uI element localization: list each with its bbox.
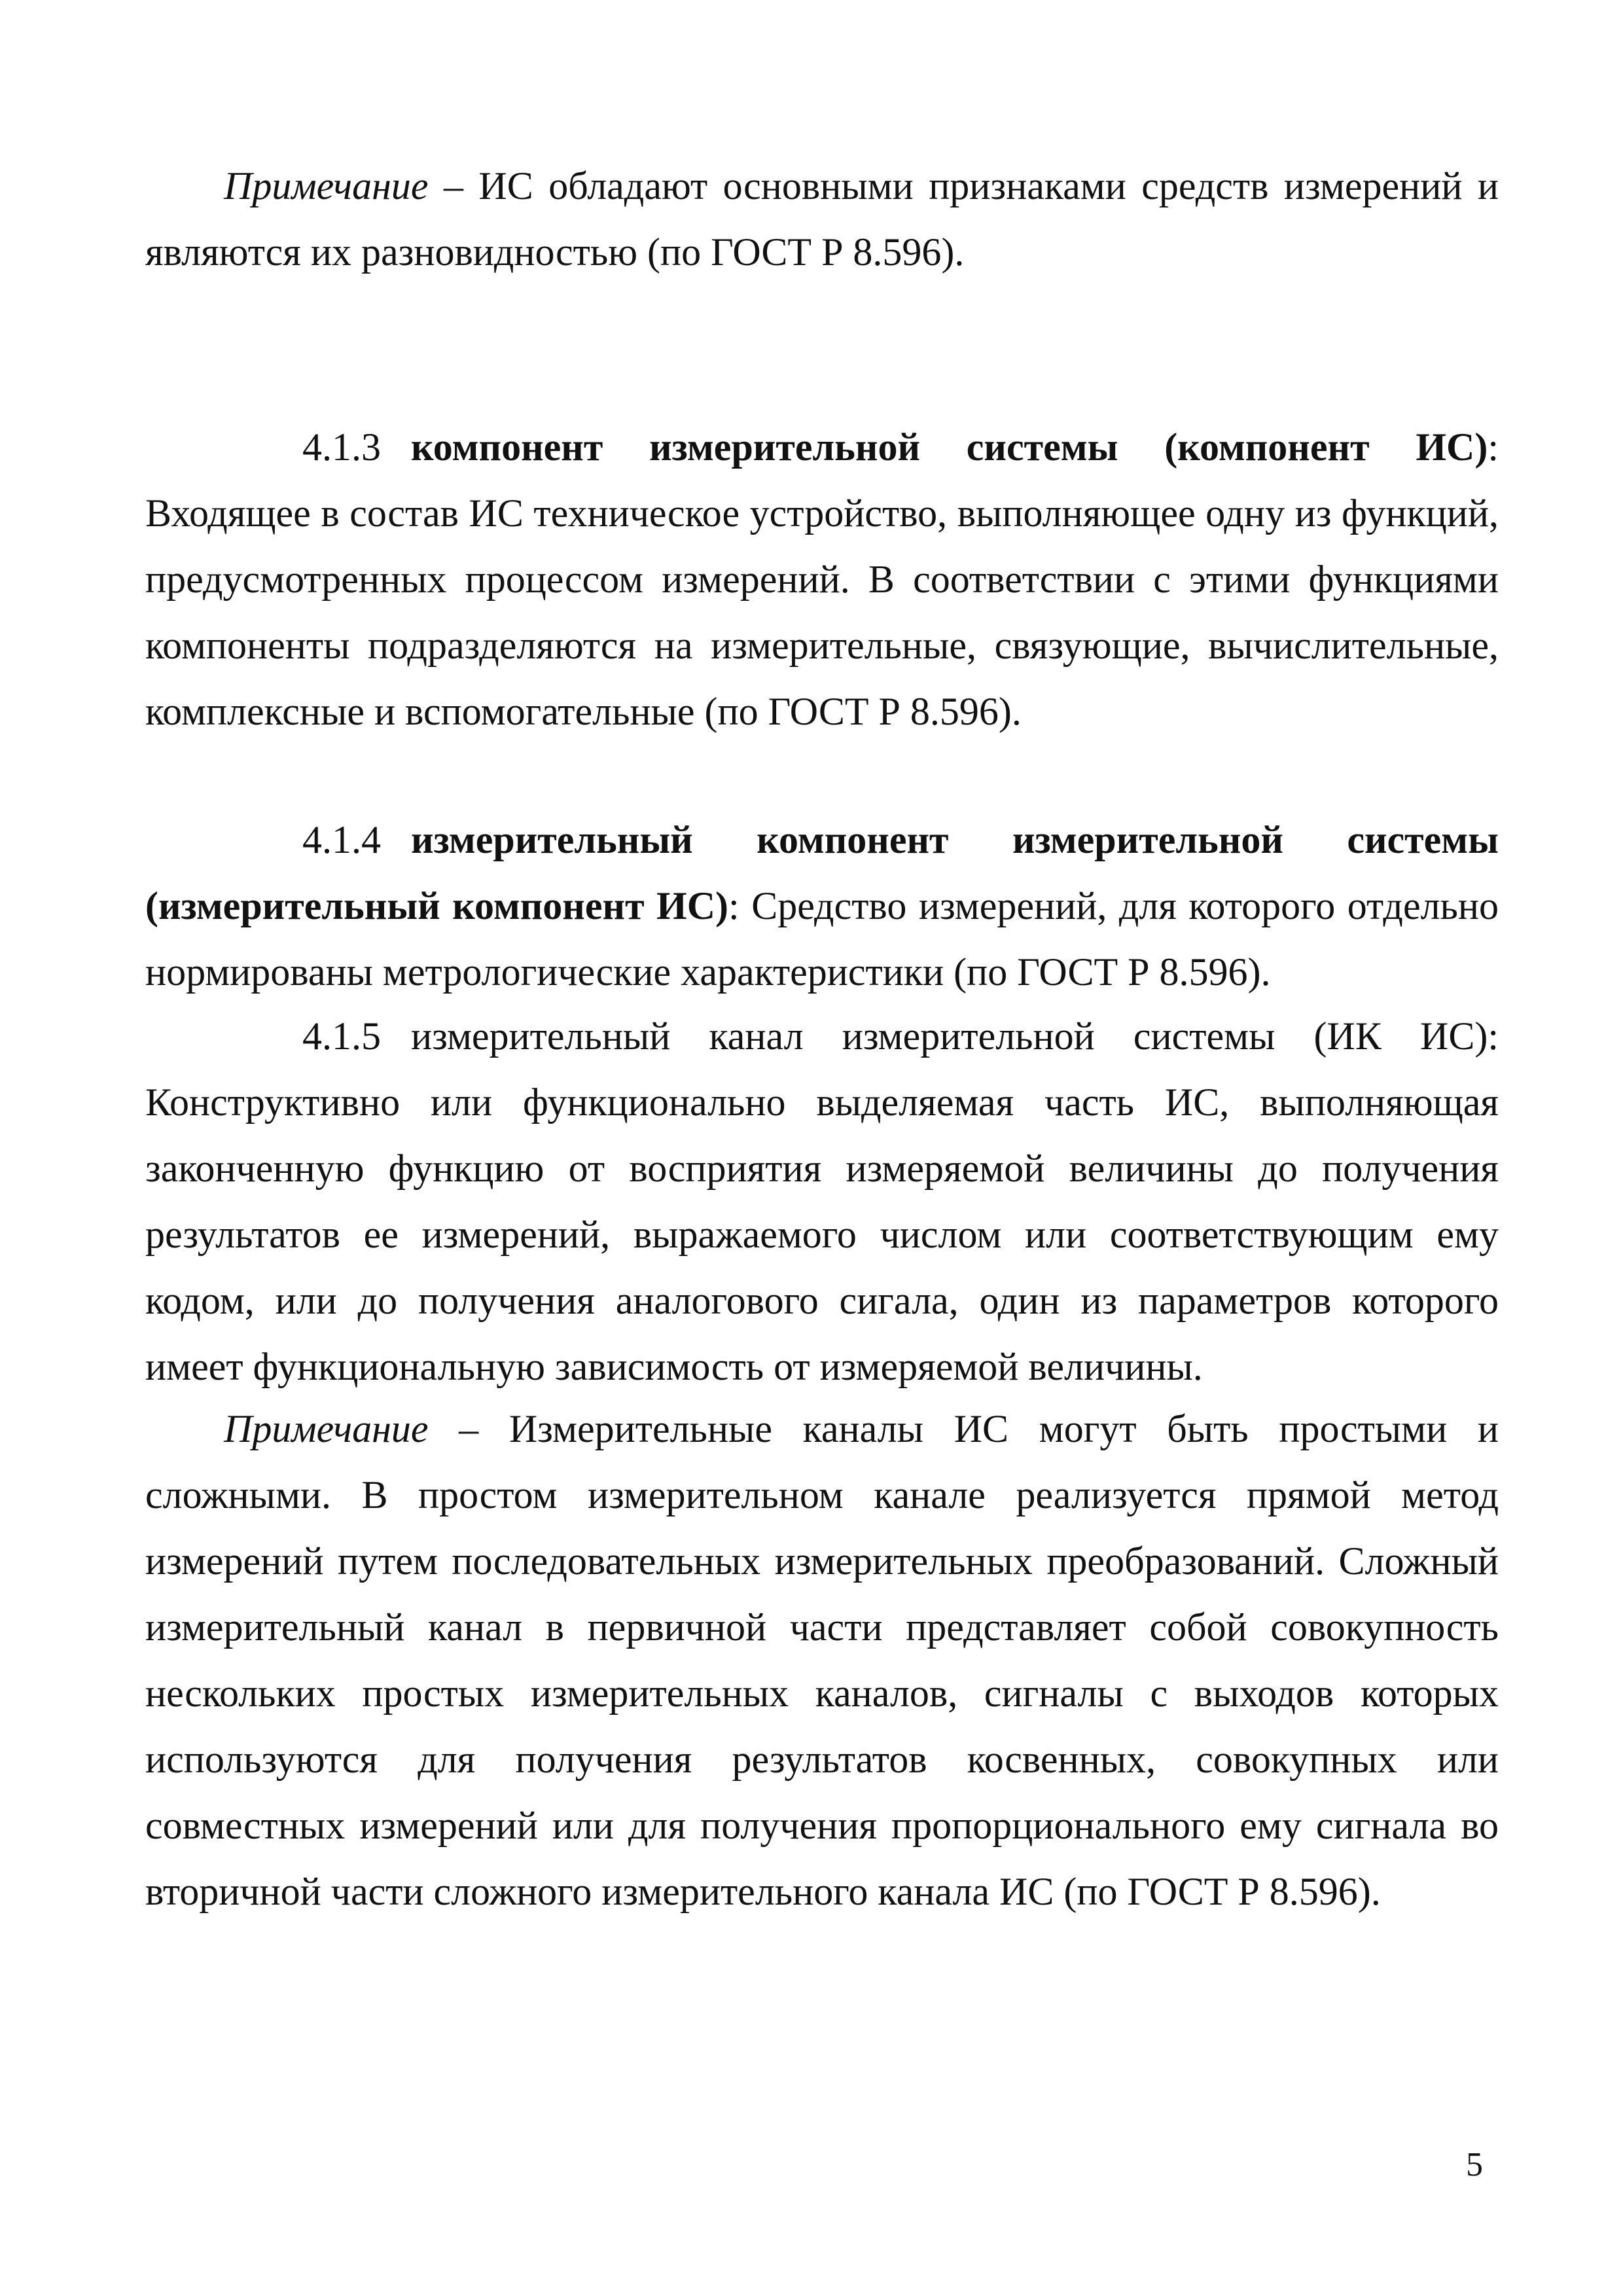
section-4-1-5	[145, 1003, 1499, 1400]
section-4-1-3	[145, 414, 1499, 745]
note-text: – Измерительные каналы ИС могут быть простыми и сложными. В простом измерительном канале реализуется прямой метод измерений путем последовательных измерительных преобразований. Сложный измерительный канал в первичной части представляет собой совокупность нескольких простых измерительных каналов, сигналы с выходов которых используются для получения результатов косвенных, совокупных или совместных измерений или для получения пропорционального ему сигнала во вторичной части сложного измерительного канала ИС (по ГОСТ Р 8.596).	[145, 1407, 1499, 1913]
section-number: 4.1.3	[302, 425, 381, 469]
section-number: 4.1.5	[302, 1014, 381, 1058]
document-page	[145, 0, 1499, 2296]
section-number: 4.1.4	[302, 818, 381, 861]
note-label: Примечание	[224, 164, 429, 207]
note-text: – ИС обладают основными признаками средств измерений и являются их разновидностью (по ГОСТ Р 8.596).	[145, 164, 1499, 274]
note-label: Примечание	[224, 1407, 429, 1450]
page-number: 5	[1466, 2146, 1483, 2183]
term-heading: компонент измерительной системы (компонент ИС)	[411, 425, 1488, 469]
definition-text: : Входящее в состав ИС техническое устройство, выполняющее одну из функций, предусмотренных процессом измерений. В соответствии с этими функциями компоненты подразделяются на измерительные, связующие, вычислительные, комплексные и вспомогательные (по ГОСТ Р 8.596).	[145, 425, 1499, 733]
section-4-1-4	[145, 807, 1499, 1005]
note-paragraph-1	[145, 153, 1499, 285]
term-heading: измерительный компонент измерительной системы (измерительный компонент ИС)	[145, 818, 1499, 927]
definition-text: : Средство измерений, для которого отдельно нормированы метрологические характеристики (по ГОСТ Р 8.596).	[145, 884, 1499, 994]
note-paragraph-2	[145, 1396, 1499, 1925]
definition-text: измерительный канал измерительной системы (ИК ИС): Конструктивно или функционально выделяемая часть ИС, выполняющая законченную функцию от восприятия измеряемой величины до получения результатов ее измерений, выражаемого числом или соответствующим ему кодом, или до получения аналогового сигала, один из параметров которого имеет функциональную зависимость от измеряемой величины.	[145, 1014, 1499, 1388]
